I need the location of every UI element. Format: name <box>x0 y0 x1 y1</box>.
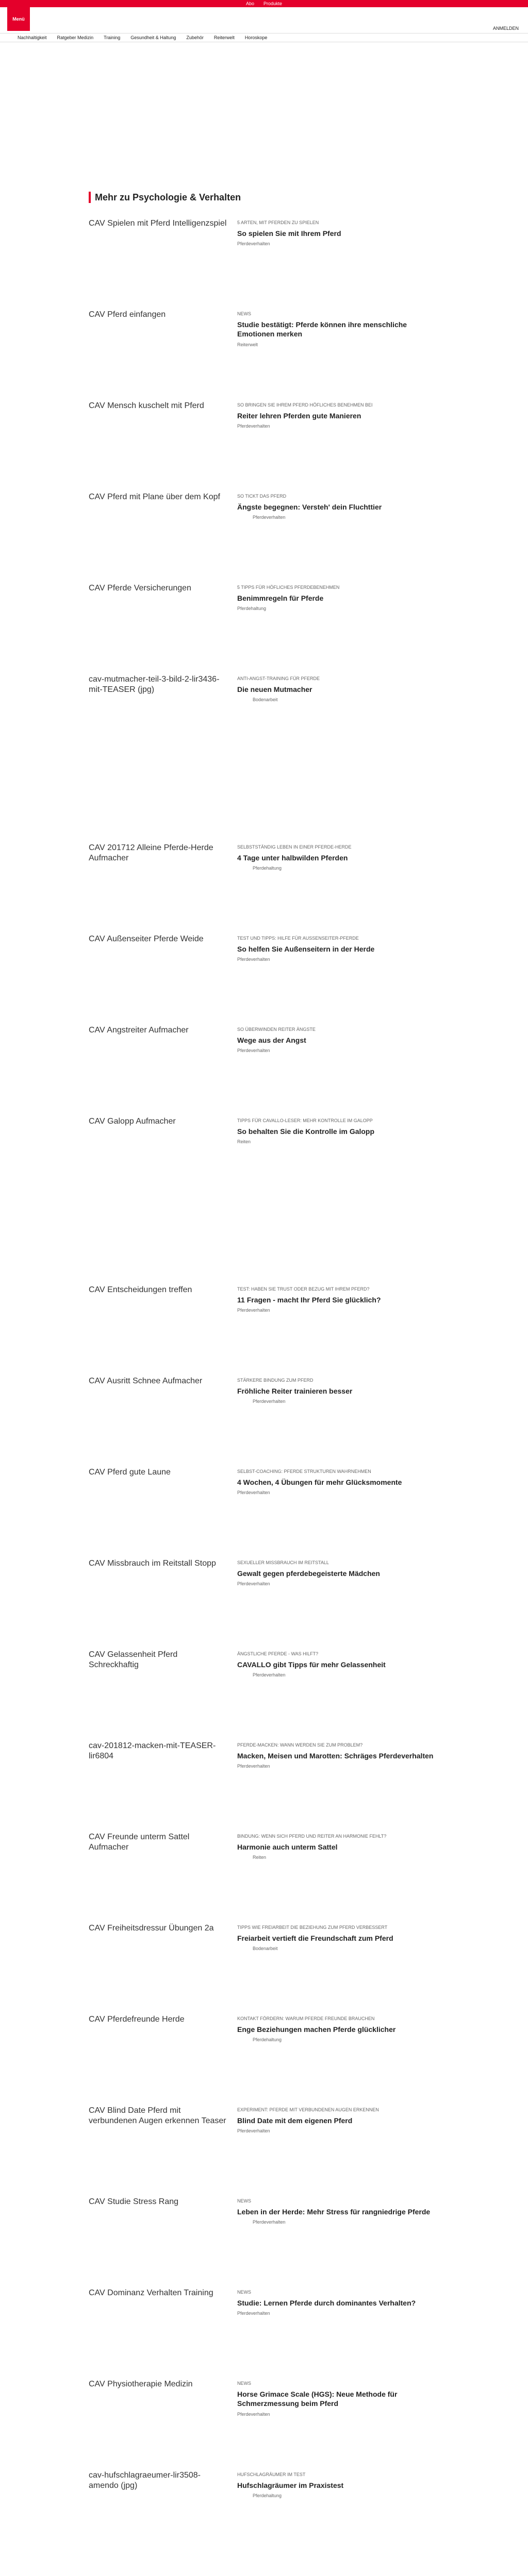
article-teaser[interactable] <box>89 674 439 752</box>
login-link[interactable]: ANMELDEN <box>492 26 519 31</box>
article-text <box>237 1376 439 1404</box>
article-headline[interactable]: CAVALLO gibt Tipps für mehr Gelassenheit <box>237 1660 386 1669</box>
article-kicker: SO ÜBERWINDEN REITER ÄNGSTE <box>237 1027 316 1032</box>
article-text <box>237 1116 439 1144</box>
article-text <box>237 1558 439 1586</box>
article-teaser[interactable] <box>89 2014 439 2092</box>
article-image[interactable]: CAV Pferde Versicherungen <box>89 583 228 660</box>
article-kicker: NEWS <box>237 2290 251 2295</box>
article-headline[interactable]: Studie: Lernen Pferde durch dominantes Verhalten? <box>237 2298 416 2307</box>
article-category[interactable]: Pferdeverhalten <box>237 241 270 247</box>
article-image[interactable]: CAV Pferdefreunde Herde <box>89 2014 228 2092</box>
nav-item[interactable]: Gesundheit & Haltung <box>130 35 176 40</box>
article-image[interactable]: CAV Gelassenheit Pferd Schreckhaftig <box>89 1650 228 1727</box>
article-headline[interactable]: Macken, Meisen und Marotten: Schräges Pferdeverhalten <box>237 1751 434 1760</box>
article-headline[interactable]: Reiter lehren Pferden gute Manieren <box>237 411 361 420</box>
article-teaser[interactable] <box>89 1025 439 1103</box>
article-text <box>237 2197 439 2225</box>
article-text <box>237 1467 439 1495</box>
article-category[interactable]: Pferdehaltung <box>253 866 282 871</box>
article-category[interactable]: Pferdeverhalten <box>237 2412 270 2417</box>
article-image[interactable]: CAV Pferd einfangen <box>89 310 228 387</box>
article-headline[interactable]: Die neuen Mutmacher <box>237 685 312 693</box>
article-category[interactable]: Pferdeverhalten <box>237 1048 270 1054</box>
article-headline[interactable]: Blind Date mit dem eigenen Pferd <box>237 2116 353 2125</box>
nav-item[interactable]: Reiterwelt <box>213 35 235 40</box>
article-image[interactable]: CAV Spielen mit Pferd Intelligenzspiel <box>89 218 228 296</box>
article-image[interactable]: CAV Dominanz Verhalten Training <box>89 2288 228 2365</box>
article-text <box>237 674 439 702</box>
article-category[interactable]: Pferdeverhalten <box>253 1672 286 1678</box>
article-teaser[interactable] <box>89 1650 439 1727</box>
article-kicker: 5 ARTEN, MIT PFERDEN ZU SPIELEN <box>237 220 319 225</box>
article-headline[interactable]: Leben in der Herde: Mehr Stress für rangniedrige Pferde <box>237 2207 431 2216</box>
article-headline[interactable]: 11 Fragen - macht Ihr Pferd Sie glücklich? <box>237 1295 381 1304</box>
article-teaser[interactable] <box>89 1923 439 2001</box>
article-teaser[interactable] <box>89 1376 439 1453</box>
article-teaser[interactable] <box>89 2197 439 2274</box>
article-teaser[interactable] <box>89 583 439 660</box>
header <box>0 7 528 33</box>
article-image[interactable]: CAV Physiotherapie Medizin <box>89 2379 228 2456</box>
article-headline[interactable]: Enge Beziehungen machen Pferde glücklicher <box>237 2025 396 2033</box>
article-category[interactable]: Pferdeverhalten <box>237 957 270 962</box>
article-category[interactable]: Pferdeverhalten <box>237 1581 270 1587</box>
article-teaser[interactable] <box>89 1558 439 1636</box>
article-teaser[interactable] <box>89 934 439 1011</box>
article-kicker: BINDUNG: WENN SICH PFERD UND REITER AN HARMONIE FEHLT? <box>237 1834 387 1839</box>
article-kicker: SEXUELLER MISSBRAUCH IM REITSTALL <box>237 1560 329 1565</box>
article-kicker: NEWS <box>237 2198 251 2204</box>
site-logo[interactable] <box>7 7 30 31</box>
topbar-produkte-link[interactable]: Produkte <box>263 1 283 6</box>
article-image[interactable]: CAV Außenseiter Pferde Weide <box>89 934 228 1011</box>
article-teaser[interactable] <box>89 401 439 478</box>
article-headline[interactable]: So behalten Sie die Kontrolle im Galopp <box>237 1127 375 1136</box>
article-image[interactable]: cav-mutmacher-teil-3-bild-2-lir3436-mit-TEASER (jpg) <box>89 674 228 752</box>
article-headline[interactable]: 4 Wochen, 4 Übungen für mehr Glücksmomente <box>237 1478 402 1486</box>
article-teaser[interactable] <box>89 2470 439 2548</box>
article-category[interactable]: Pferdehaltung <box>253 2037 282 2043</box>
article-teaser[interactable] <box>89 1116 439 1194</box>
article-text <box>237 2470 439 2498</box>
article-image[interactable]: CAV Studie Stress Rang <box>89 2197 228 2274</box>
article-image[interactable]: CAV Freunde unterm Sattel Aufmacher <box>89 1832 228 1909</box>
topbar-abo-link[interactable]: Abo <box>245 1 254 6</box>
article-text <box>237 2106 439 2133</box>
article-text <box>237 1650 439 1677</box>
article-text <box>237 401 439 429</box>
article-teaser[interactable] <box>89 1467 439 1545</box>
article-headline[interactable]: Fröhliche Reiter trainieren besser <box>237 1386 353 1395</box>
article-kicker: TIPPS WIE FREIARBEIT DIE BEZIEHUNG ZUM PFERD VERBESSERT <box>237 1925 388 1930</box>
article-kicker: HUFSCHLAGRÄUMER IM TEST <box>237 2472 306 2477</box>
article-kicker: TEST: HABEN SIE TRUST ODER BEZUG MIT IHREM PFERD? <box>237 1286 370 1292</box>
article-category[interactable]: Pferdeverhalten <box>237 1490 270 1496</box>
article-image[interactable]: CAV Ausritt Schnee Aufmacher <box>89 1376 228 1453</box>
article-teaser[interactable] <box>89 2106 439 2183</box>
article-teaser[interactable] <box>89 2288 439 2365</box>
article-category[interactable]: Bodenarbeit <box>253 1946 278 1952</box>
nav-item[interactable]: Training <box>104 35 121 40</box>
article-image[interactable]: CAV 201712 Alleine Pferde-Herde Aufmacher <box>89 843 228 920</box>
article-kicker: STÄRKERE BINDUNG ZUM PFERD <box>237 1378 314 1383</box>
article-text <box>237 583 439 611</box>
article-category[interactable]: Pferdehaltung <box>237 606 267 612</box>
article-category[interactable]: Pferdeverhalten <box>237 423 270 429</box>
top-bar <box>0 0 528 7</box>
article-headline[interactable]: Hufschlagräumer im Praxistest <box>237 2481 344 2489</box>
article-category[interactable]: Pferdeverhalten <box>237 2128 270 2134</box>
article-teaser[interactable] <box>89 1832 439 1909</box>
article-text <box>237 310 439 347</box>
article-headline[interactable]: Harmonie auch unterm Sattel <box>237 1842 338 1851</box>
article-headline[interactable]: 4 Tage unter halbwilden Pferden <box>237 853 348 862</box>
article-image[interactable]: CAV Mensch kuschelt mit Pferd <box>89 401 228 478</box>
article-image[interactable]: CAV Pferd mit Plane über dem Kopf <box>89 492 228 569</box>
article-teaser[interactable] <box>89 1741 439 1818</box>
article-kicker: TIPPS FÜR CAVALLO-LESER: MEHR KONTROLLE IM GALOPP <box>237 1118 373 1123</box>
article-kicker: SO TICKT DAS PFERD <box>237 494 287 499</box>
article-image[interactable]: CAV Missbrauch im Reitstall Stopp <box>89 1558 228 1636</box>
article-headline[interactable]: Freiarbeit vertieft die Freundschaft zum Pferd <box>237 1934 393 1942</box>
article-image[interactable]: CAV Blind Date Pferd mit verbundenen Augen erkennen Teaser <box>89 2106 228 2183</box>
article-headline[interactable]: Gewalt gegen pferdebegeisterte Mädchen <box>237 1569 380 1578</box>
article-teaser[interactable] <box>89 492 439 569</box>
article-category[interactable]: Pferdeverhalten <box>253 515 286 520</box>
article-kicker: TEST UND TIPPS: HILFE FÜR AUSSENSEITER-PFERDE <box>237 936 359 941</box>
article-teaser[interactable] <box>89 843 439 920</box>
article-image[interactable]: cav-hufschlagraeumer-lir3508-amendo (jpg) <box>89 2470 228 2548</box>
article-text <box>237 2288 439 2316</box>
article-headline[interactable]: Wege aus der Angst <box>237 1036 306 1044</box>
nav-item[interactable]: Zubehör <box>186 35 204 40</box>
article-kicker: SO BRINGEN SIE IHREM PFERD HÖFLICHES BENEHMEN BEI <box>237 402 373 408</box>
article-category[interactable]: Pferdeverhalten <box>237 2311 270 2316</box>
article-image[interactable]: CAV Angstreiter Aufmacher <box>89 1025 228 1103</box>
nav-item[interactable]: Horoskope <box>244 35 268 40</box>
article-image[interactable]: CAV Entscheidungen treffen <box>89 1285 228 1362</box>
article-category[interactable]: Pferdeverhalten <box>237 1308 270 1313</box>
article-text <box>237 1832 439 1860</box>
article-category[interactable]: Reiten <box>237 1139 251 1145</box>
article-headline[interactable]: Ängste begegnen: Versteh' dein Fluchttier <box>237 502 382 511</box>
article-category[interactable]: Pferdehaltung <box>253 2493 282 2499</box>
article-text <box>237 1285 439 1313</box>
section-title: Mehr zu Psychologie & Verhalten <box>95 192 241 202</box>
main-nav <box>0 33 528 42</box>
article-kicker: SELBSTSTÄNDIG LEBEN IN EINER PFERDE-HERDE <box>237 844 352 850</box>
article-text <box>237 2379 439 2417</box>
article-kicker: KONTAKT FÖRDERN: WARUM PFERDE FREUNDE BRAUCHEN <box>237 2016 375 2021</box>
article-image[interactable]: CAV Pferd gute Laune <box>89 1467 228 1545</box>
article-category[interactable]: Pferdeverhalten <box>237 1764 270 1769</box>
article-image[interactable]: cav-201812-macken-mit-TEASER-lir6804 <box>89 1741 228 1818</box>
article-text <box>237 1923 439 1951</box>
article-category[interactable]: Reiterwelt <box>237 342 258 348</box>
nav-item[interactable]: Ratgeber Medizin <box>57 35 94 40</box>
article-headline[interactable]: So helfen Sie Außenseitern in der Herde <box>237 944 375 953</box>
related-articles-section <box>89 192 439 2576</box>
article-text <box>237 1025 439 1053</box>
article-headline[interactable]: Benimmregeln für Pferde <box>237 594 324 602</box>
article-kicker: SELBST-COACHING: PFERDE STRUKTUREN WAHRNEHMEN <box>237 1469 371 1474</box>
article-kicker: ANTI-ANGST-TRAINING FÜR PFERDE <box>237 676 320 681</box>
article-kicker: ÄNGSTLICHE PFERDE - WAS HILFT? <box>237 1651 319 1656</box>
article-kicker: NEWS <box>237 311 251 316</box>
article-kicker: EXPERIMENT: PFERDE MIT VERBUNDENEN AUGEN ERKENNEN <box>237 2107 379 2112</box>
article-text <box>237 843 439 871</box>
article-text <box>237 218 439 246</box>
article-text <box>237 934 439 962</box>
menu-label: Menü <box>12 16 25 22</box>
article-teaser[interactable] <box>89 1285 439 1362</box>
article-category[interactable]: Pferdeverhalten <box>253 2219 286 2225</box>
article-headline[interactable]: Horse Grimace Scale (HGS): Neue Methode für Schmerzmessung beim Pferd <box>237 2389 398 2408</box>
article-kicker: 5 TIPPS FÜR HÖFLICHES PFERDEBENEHMEN <box>237 585 340 590</box>
article-category[interactable]: Bodenarbeit <box>253 697 278 703</box>
article-headline[interactable]: Studie bestätigt: Pferde können ihre menschliche Emotionen merken <box>237 320 407 338</box>
article-image[interactable]: CAV Freiheitsdressur Übungen 2a <box>89 1923 228 2001</box>
article-teaser[interactable] <box>89 218 439 296</box>
article-kicker: NEWS <box>237 2381 251 2386</box>
nav-item[interactable]: Nachhaltigkeit <box>18 35 47 40</box>
article-teaser[interactable] <box>89 2379 439 2456</box>
article-headline[interactable]: So spielen Sie mit Ihrem Pferd <box>237 229 341 238</box>
article-category[interactable]: Pferdeverhalten <box>253 1399 286 1404</box>
article-image[interactable]: CAV Galopp Aufmacher <box>89 1116 228 1194</box>
article-text <box>237 1741 439 1769</box>
article-kicker: PFERDE-MACKEN: WANN WERDEN SIE ZUM PROBLEM? <box>237 1742 363 1748</box>
article-text <box>237 2014 439 2042</box>
article-text <box>237 492 439 520</box>
article-teaser[interactable] <box>89 310 439 387</box>
article-category[interactable]: Reiten <box>253 1855 267 1860</box>
title-accent-bar <box>89 192 91 203</box>
